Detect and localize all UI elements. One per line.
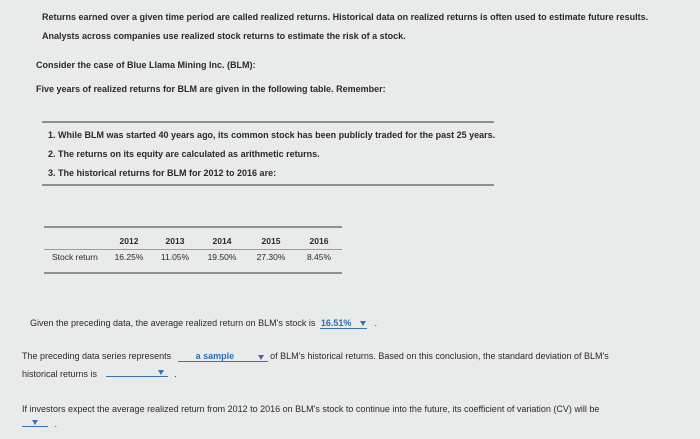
returns-table <box>44 233 342 265</box>
average-return-dropdown[interactable] <box>320 318 367 329</box>
table-top-rule <box>44 226 342 228</box>
standard-deviation-dropdown[interactable] <box>106 366 168 377</box>
q3-period: . <box>54 419 58 429</box>
cv-answer-line <box>22 416 57 429</box>
q2-text-after: of BLM's historical returns. Based on this conclusion, the standard deviation of BLM's <box>270 351 609 361</box>
remember-item-3: 3. The historical returns for BLM for 2012 to 2016 are: <box>48 168 277 178</box>
table-corner-cell <box>44 233 106 249</box>
intro-line-2: Analysts across companies use realized stock returns to estimate the risk of a stock. <box>42 31 406 41</box>
year-2015: 2015 <box>261 235 281 246</box>
question-standard-deviation <box>22 366 177 379</box>
remember-bottom-rule <box>42 184 494 186</box>
q2-line2-text: historical returns is <box>22 369 98 379</box>
year-2014: 2014 <box>212 235 232 246</box>
sample-population-dropdown[interactable] <box>178 351 268 362</box>
question-sample-population <box>22 351 609 362</box>
table-data-row <box>44 249 342 265</box>
year-2013: 2013 <box>165 235 185 246</box>
q2-line2-period: . <box>174 369 177 379</box>
row-label-stock-return: Stock return <box>52 252 98 263</box>
remember-item-2: 2. The returns on its equity are calculated as arithmetic returns. <box>48 149 320 159</box>
table-header-row <box>44 233 342 249</box>
remember-top-rule <box>42 121 494 123</box>
table-intro: Five years of realized returns for BLM are given in the following table. Remember: <box>36 84 386 94</box>
chevron-down-icon <box>360 321 366 326</box>
return-2014: 19.50% <box>207 252 237 263</box>
intro-line-1: Returns earned over a given time period are called realized returns. Historical data on realized returns is often used to estimate future results. <box>42 12 649 22</box>
year-2012: 2012 <box>119 235 139 246</box>
q2-text: The preceding data series represents <box>22 351 172 361</box>
chevron-down-icon <box>258 355 264 360</box>
chevron-down-icon <box>158 370 164 375</box>
return-2012: 16.25% <box>114 252 144 263</box>
sample-population-value: a sample <box>195 351 235 361</box>
question-coefficient-of-variation: If investors expect the average realized return from 2012 to 2016 on BLM's stock to continue into the future, its coefficient of variation (CV) will be <box>22 404 600 414</box>
return-2015: 27.30% <box>256 252 286 263</box>
remember-item-1: 1. While BLM was started 40 years ago, its common stock has been publicly traded for the past 25 years. <box>48 130 496 140</box>
question-average-return <box>30 318 377 329</box>
q1-period: . <box>374 318 377 328</box>
table-bottom-rule <box>44 272 342 274</box>
chevron-down-icon <box>32 420 38 425</box>
year-2016: 2016 <box>309 235 329 246</box>
coefficient-of-variation-dropdown[interactable] <box>22 416 48 427</box>
q1-text: Given the preceding data, the average realized return on BLM's stock is <box>30 318 316 328</box>
return-2016: 8.45% <box>306 252 332 263</box>
average-return-value: 16.51% <box>320 318 352 328</box>
return-2013: 11.05% <box>160 252 190 263</box>
case-label: Consider the case of Blue Llama Mining Inc. (BLM): <box>36 60 256 70</box>
